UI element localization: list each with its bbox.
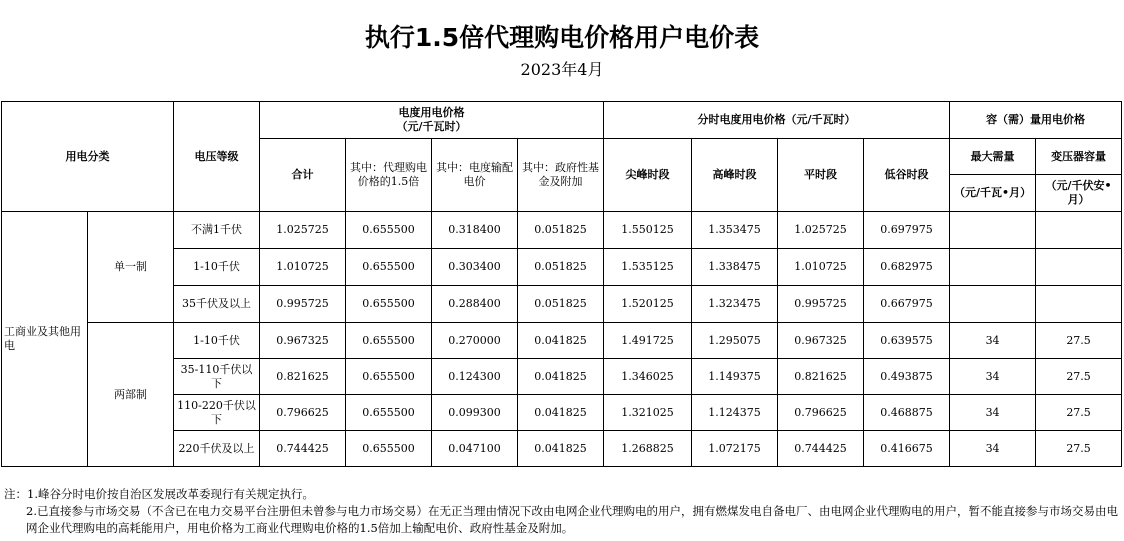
- valley-cell: 0.697975: [864, 212, 950, 249]
- header-max-demand-unit: （元/千瓦•月）: [950, 175, 1036, 212]
- flat-cell: 0.821625: [778, 359, 864, 395]
- header-transformer: 变压器容量: [1036, 139, 1122, 175]
- agent-cell: 0.655500: [346, 249, 432, 286]
- valley-cell: 0.493875: [864, 359, 950, 395]
- peak-cell: 1.323475: [692, 286, 778, 323]
- flat-cell: 0.967325: [778, 323, 864, 359]
- header-peak: 高峰时段: [692, 139, 778, 212]
- agent-cell: 0.655500: [346, 323, 432, 359]
- demand-cell: 34: [950, 359, 1036, 395]
- flat-cell: 0.744425: [778, 431, 864, 467]
- voltage-cell: 35千伏及以上: [174, 286, 260, 323]
- transmission-cell: 0.303400: [432, 249, 518, 286]
- sharp-peak-cell: 1.268825: [604, 431, 692, 467]
- fund-cell: 0.041825: [518, 431, 604, 467]
- price-table: [1, 101, 1122, 467]
- page-subtitle: 2023年4月: [520, 60, 604, 79]
- peak-cell: 1.295075: [692, 323, 778, 359]
- voltage-cell: 110-220千伏以下: [174, 395, 260, 431]
- fund-cell: 0.041825: [518, 359, 604, 395]
- peak-cell: 1.338475: [692, 249, 778, 286]
- header-flat: 平时段: [778, 139, 864, 212]
- header-transmission: 其中：电度输配电价: [432, 139, 518, 212]
- agent-cell: 0.655500: [346, 395, 432, 431]
- demand-cell: [950, 286, 1036, 323]
- valley-cell: 0.468875: [864, 395, 950, 431]
- peak-cell: 1.353475: [692, 212, 778, 249]
- transmission-cell: 0.318400: [432, 212, 518, 249]
- transmission-cell: 0.124300: [432, 359, 518, 395]
- total-cell: 0.967325: [260, 323, 346, 359]
- capacity-cell: [1036, 212, 1122, 249]
- agent-cell: 0.655500: [346, 212, 432, 249]
- voltage-cell: 220千伏及以上: [174, 431, 260, 467]
- sharp-peak-cell: 1.550125: [604, 212, 692, 249]
- group-name-cell: 两部制: [88, 323, 174, 467]
- sharp-peak-cell: 1.321025: [604, 395, 692, 431]
- header-voltage: 电压等级: [174, 102, 260, 212]
- header-fund: 其中：政府性基金及附加: [518, 139, 604, 212]
- sharp-peak-cell: 1.535125: [604, 249, 692, 286]
- fund-cell: 0.051825: [518, 212, 604, 249]
- sharp-peak-cell: 1.491725: [604, 323, 692, 359]
- note-1: 注：1.峰谷分时电价按自治区发展改革委现行有关规定执行。: [4, 487, 314, 501]
- voltage-cell: 1-10千伏: [174, 249, 260, 286]
- header-transformer-unit: （元/千伏安•月）: [1036, 175, 1122, 212]
- fund-cell: 0.051825: [518, 286, 604, 323]
- voltage-cell: 不满1千伏: [174, 212, 260, 249]
- group-name-cell: 单一制: [88, 212, 174, 323]
- peak-cell: 1.072175: [692, 431, 778, 467]
- voltage-cell: 1-10千伏: [174, 323, 260, 359]
- fund-cell: 0.051825: [518, 249, 604, 286]
- transmission-cell: 0.288400: [432, 286, 518, 323]
- header-sharp-peak: 尖峰时段: [604, 139, 692, 212]
- total-cell: 0.995725: [260, 286, 346, 323]
- transmission-cell: 0.270000: [432, 323, 518, 359]
- capacity-cell: 27.5: [1036, 359, 1122, 395]
- voltage-cell: 35-110千伏以下: [174, 359, 260, 395]
- transmission-cell: 0.047100: [432, 431, 518, 467]
- valley-cell: 0.639575: [864, 323, 950, 359]
- total-cell: 1.010725: [260, 249, 346, 286]
- peak-cell: 1.149375: [692, 359, 778, 395]
- capacity-cell: 27.5: [1036, 323, 1122, 359]
- total-cell: 0.821625: [260, 359, 346, 395]
- flat-cell: 1.010725: [778, 249, 864, 286]
- capacity-cell: [1036, 249, 1122, 286]
- flat-cell: 1.025725: [778, 212, 864, 249]
- sharp-peak-cell: 1.520125: [604, 286, 692, 323]
- agent-cell: 0.655500: [346, 359, 432, 395]
- header-capacity-group: 容（需）量用电价格: [950, 102, 1122, 139]
- notes: [4, 486, 1120, 537]
- header-tou-group: 分时电度用电价格（元/千瓦时）: [604, 102, 950, 139]
- total-cell: 1.025725: [260, 212, 346, 249]
- valley-cell: 0.416675: [864, 431, 950, 467]
- fund-cell: 0.041825: [518, 323, 604, 359]
- total-cell: 0.744425: [260, 431, 346, 467]
- header-category: 用电分类: [2, 102, 174, 212]
- demand-cell: 34: [950, 323, 1036, 359]
- demand-cell: 34: [950, 431, 1036, 467]
- agent-cell: 0.655500: [346, 431, 432, 467]
- note-2: 2.已直接参与市场交易（不含已在电力交易平台注册但未曾参与电力市场交易）在无正当理由情况下改由电网企业代理购电的用户，拥有燃煤发电自备电厂、由电网企业代理购电的用户，暂不能直接参与市场交易由电网企业代理购电的高耗能用户，用电价格为工商业代理购电价格的1.5倍加上输配电价、政府性基金及附加。: [26, 504, 1118, 535]
- page-title: 执行1.5倍代理购电价格用户电价表: [364, 23, 760, 52]
- header-total: 合计: [260, 139, 346, 212]
- flat-cell: 0.796625: [778, 395, 864, 431]
- capacity-cell: 27.5: [1036, 395, 1122, 431]
- demand-cell: 34: [950, 395, 1036, 431]
- category-cell: 工商业及其他用电: [2, 212, 88, 467]
- table-row: [2, 323, 1122, 359]
- demand-cell: [950, 249, 1036, 286]
- transmission-cell: 0.099300: [432, 395, 518, 431]
- valley-cell: 0.682975: [864, 249, 950, 286]
- sharp-peak-cell: 1.346025: [604, 359, 692, 395]
- header-max-demand: 最大需量: [950, 139, 1036, 175]
- header-energy-price-group: 电度用电价格 （元/千瓦时）: [260, 102, 604, 139]
- header-valley: 低谷时段: [864, 139, 950, 212]
- table-row: [2, 212, 1122, 249]
- agent-cell: 0.655500: [346, 286, 432, 323]
- header-agent-price: 其中：代理购电价格的1.5倍: [346, 139, 432, 212]
- valley-cell: 0.667975: [864, 286, 950, 323]
- capacity-cell: 27.5: [1036, 431, 1122, 467]
- flat-cell: 0.995725: [778, 286, 864, 323]
- fund-cell: 0.041825: [518, 395, 604, 431]
- demand-cell: [950, 212, 1036, 249]
- peak-cell: 1.124375: [692, 395, 778, 431]
- total-cell: 0.796625: [260, 395, 346, 431]
- capacity-cell: [1036, 286, 1122, 323]
